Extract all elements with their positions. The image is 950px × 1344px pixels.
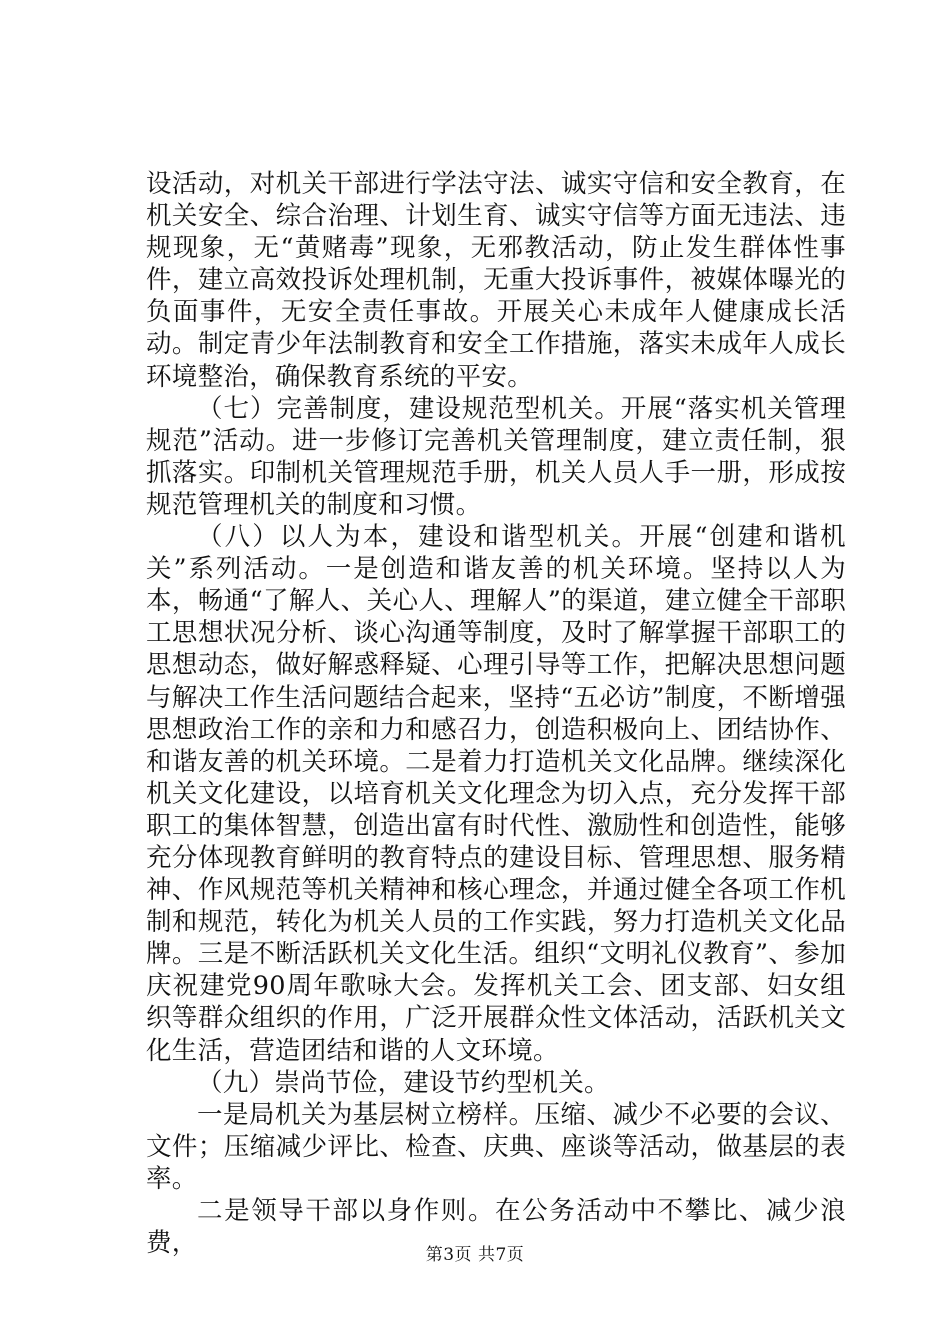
- page-number-footer: 第3页 共7页: [425, 1245, 525, 1265]
- body-text: [146, 168, 846, 1259]
- paragraph-item-2: 二是领导干部以身作则。在公务活动中不攀比、减少浪费，: [146, 1196, 846, 1259]
- paragraph-item-1: 一是局机关为基层树立榜样。压缩、减少不必要的会议、文件；压缩减少评比、检查、庆典、座谈等活动，做基层的表率。: [146, 1099, 846, 1194]
- paragraph-section-8: （八）以人为本，建设和谐型机关。开展“创建和谐机关”系列活动。一是创造和谐友善的机关环境。坚持以人为本，畅通“了解人、关心人、理解人”的渠道，建立健全干部职工思想状况分析、谈心沟通等制度，及时了解掌握干部职工的思想动态，做好解惑释疑、心理引导等工作，把解决思想问题与解决工作生活问题结合起来，坚持“五必访”制度，不断增强思想政治工作的亲和力和感召力，创造积极向上、团结协作、和谐友善的机关环境。二是着力打造机关文化品牌。继续深化机关文化建设，以培育机关文化理念为切入点，充分发挥干部职工的集体智慧，创造出富有时代性、激励性和创造性，能够充分体现教育鲜明的教育特点的建设目标、管理思想、服务精神、作风规范等机关精神和核心理念，并通过健全各项工作机制和规范，转化为机关人员的工作实践，努力打造机关文化品牌。三是不断活跃机关文化生活。组织“文明礼仪教育”、参加庆祝建党90周年歌咏大会。发挥机关工会、团支部、妇女组织等群众组织的作用，广泛开展群众性文体活动，活跃机关文化生活，营造团结和谐的人文环境。: [146, 522, 846, 1066]
- paragraph-section-7: （七）完善制度，建设规范型机关。开展“落实机关管理规范”活动。进一步修订完善机关管理制度，建立责任制，狠抓落实。印制机关管理规范手册，机关人员人手一册，形成按规范管理机关的制度和习惯。: [146, 393, 846, 520]
- paragraph-section-9-heading: （九）崇尚节俭，建设节约型机关。: [197, 1067, 610, 1098]
- paragraph-continued: 设活动，对机关干部进行学法守法、诚实守信和安全教育，在机关安全、综合治理、计划生育、诚实守信等方面无违法、违规现象，无“黄赌毒”现象，无邪教活动，防止发生群体性事件，建立高效投诉处理机制，无重大投诉事件，被媒体曝光的负面事件，无安全责任事故。开展关心未成年人健康成长活动。制定青少年法制教育和安全工作措施，落实未成年人成长环境整治，确保教育系统的平安。: [146, 169, 846, 392]
